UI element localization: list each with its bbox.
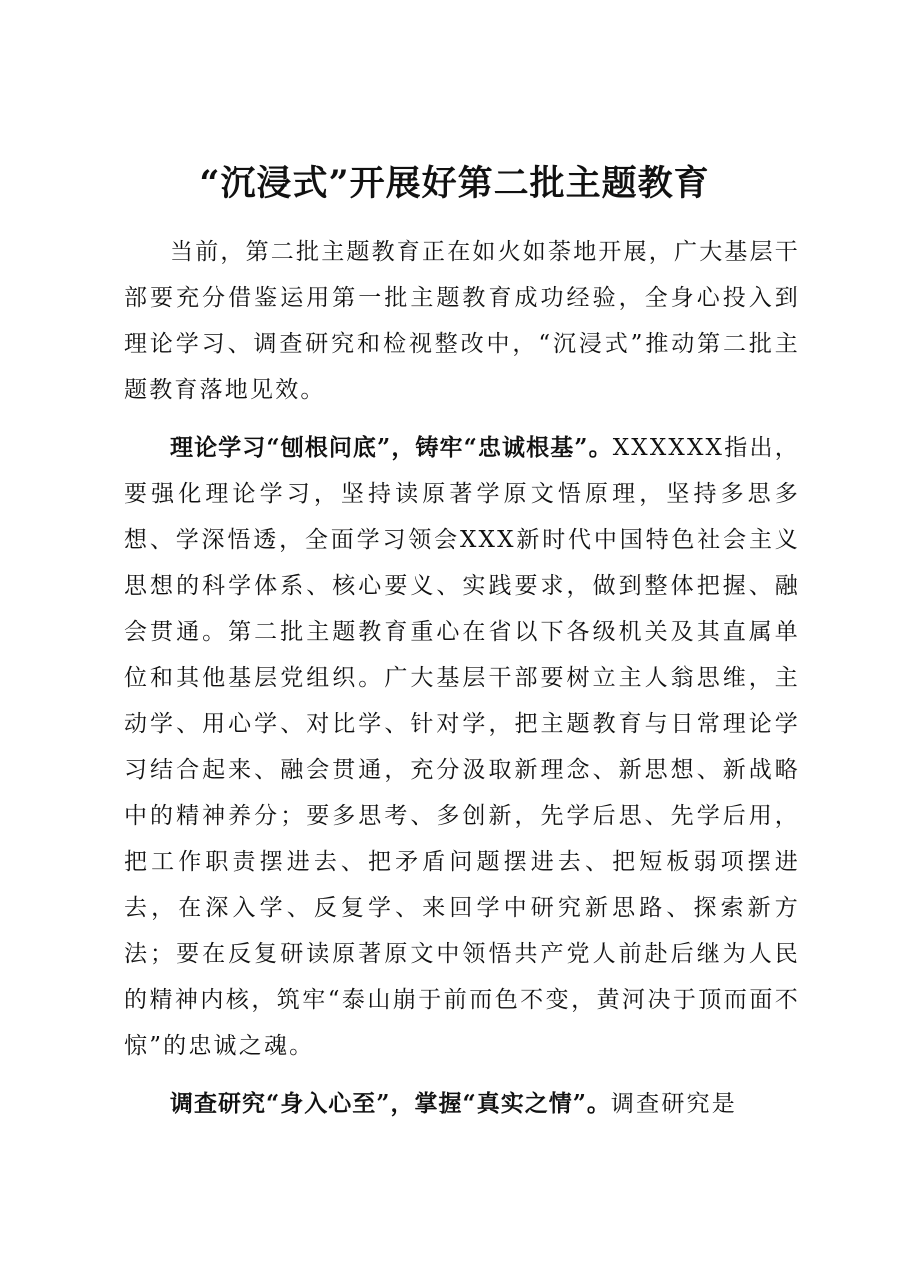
paragraph-research: [124, 1081, 800, 1127]
paragraph-lead: 理论学习“刨根问底”，铸牢“忠诚根基”。: [170, 434, 613, 461]
paragraph-theory-study: [124, 425, 800, 1069]
paragraph-text: XXXXXX指出，要强化理论学习，坚持读原著学原文悟原理，坚持多思多想、学深悟透，全面学习领会XXX新时代中国特色社会主义思想的科学体系、核心要义、实践要求，做到整体把握、融会贯通。第二批主题教育重心在省以下各级机关及其直属单位和其他基层党组织。广大基层干部要树立主人翁思维，主动学、用心学、对比学、针对学，把主题教育与日常理论学习结合起来、融会贯通，充分汲取新理念、新思想、新战略中的精神养分；要多思考、多创新，先学后思、先学后用，把工作职责摆进去、把矛盾问题摆进去、把短板弱项摆进去，在深入学、反复学、来回学中研究新思路、探索新方法；要在反复研读原著原文中领悟共产党人前赴后继为人民的精神内核，筑牢“泰山崩于前而色不变，黄河决于顶而面不惊”的忠诚之魂。: [124, 435, 800, 1059]
document-title: “沉浸式”开展好第二批主题教育: [199, 163, 710, 204]
paragraph-text: 当前，第二批主题教育正在如火如荼地开展，广大基层干部要充分借鉴运用第一批主题教育成功经验，全身心投入到理论学习、调查研究和检视整改中，“沉浸式”推动第二批主题教育落地见效。: [124, 239, 800, 403]
paragraph-text: 调查研究是: [610, 1091, 737, 1117]
paragraph-intro: [124, 229, 800, 413]
document-body: [124, 229, 800, 1139]
paragraph-lead: 调查研究“身入心至”，掌握“真实之情”。: [170, 1090, 611, 1117]
